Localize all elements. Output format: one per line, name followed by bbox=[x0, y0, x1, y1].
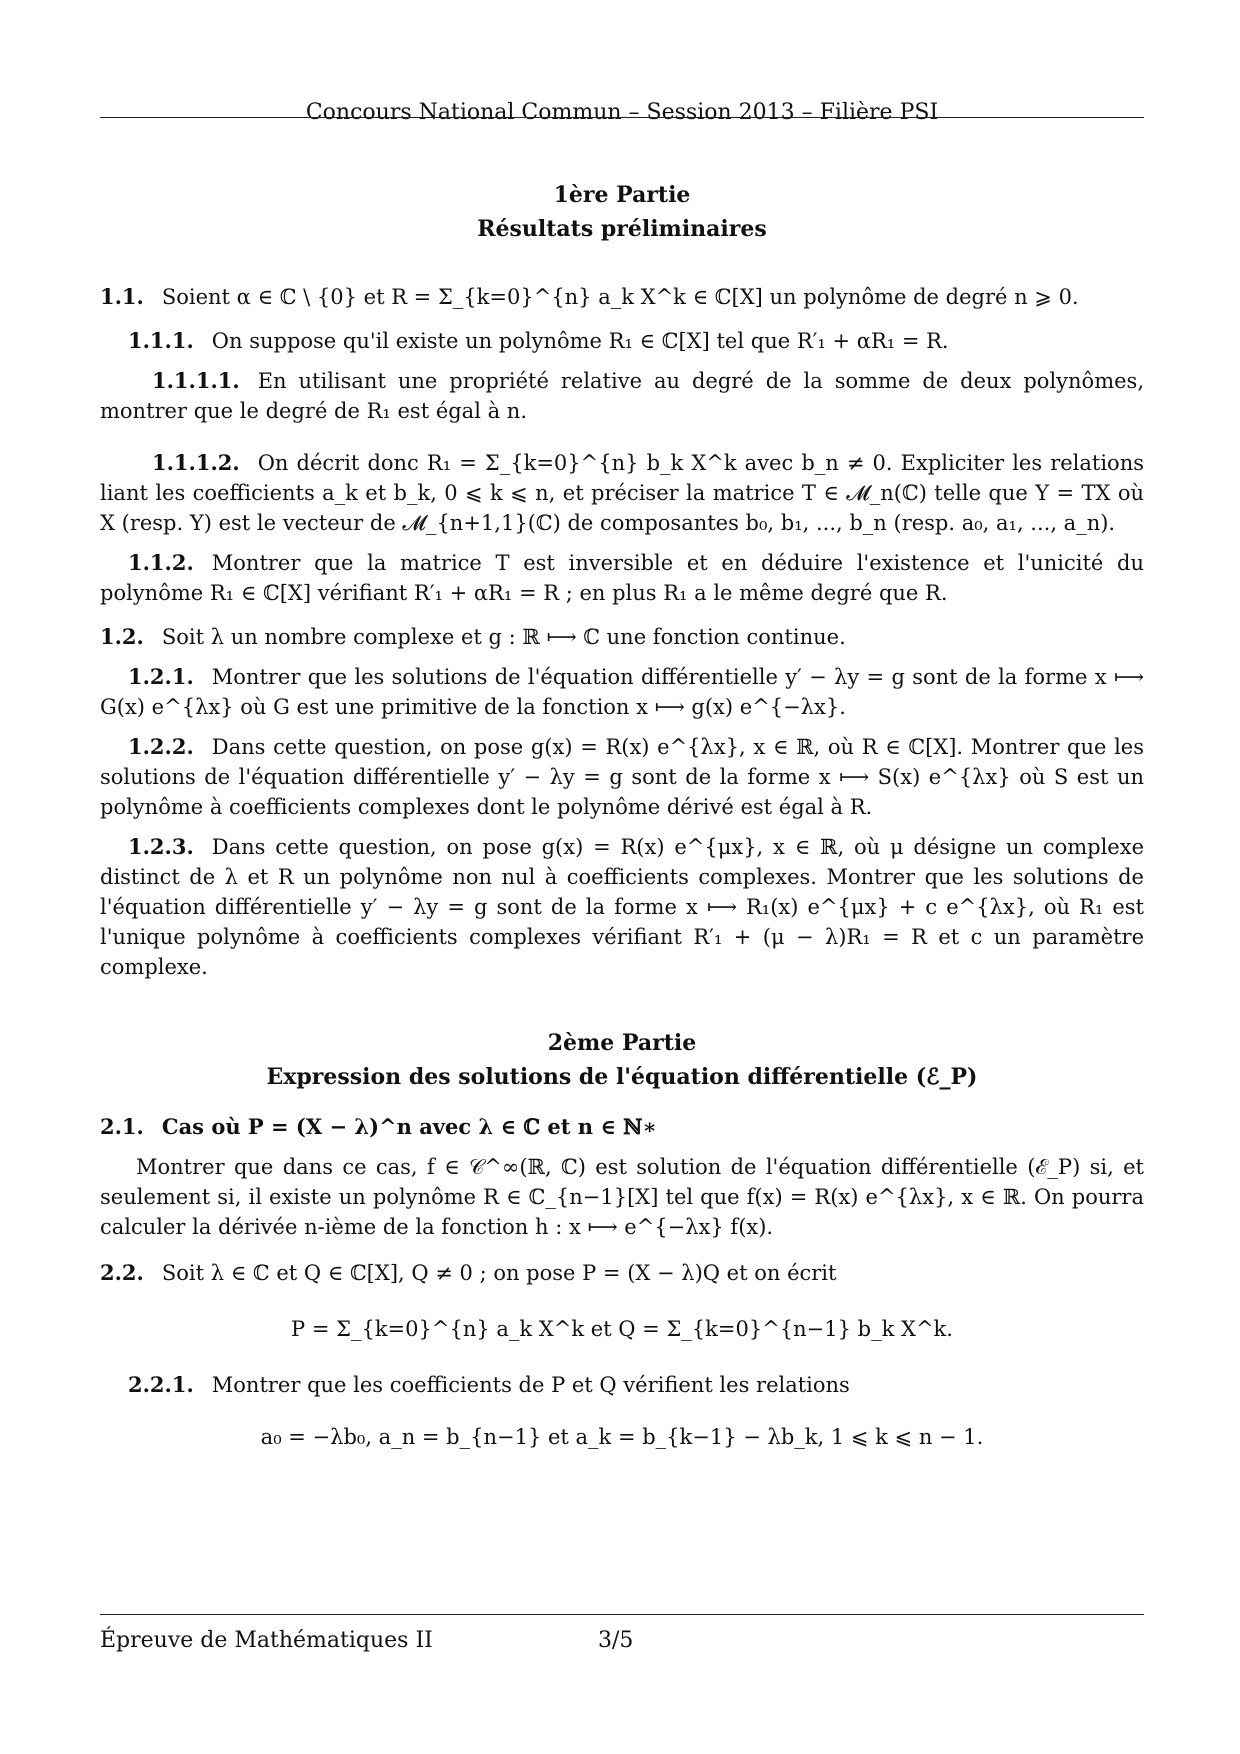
question-number: 1.2.3. bbox=[128, 834, 194, 859]
question-text: Montrer que les coefficients de P et Q vérifient les relations bbox=[211, 1373, 850, 1397]
question-1-2 bbox=[100, 622, 1144, 652]
question-text: Dans cette question, on pose g(x) = R(x) e^{λx}, x ∈ ℝ, où R ∈ ℂ[X]. Montrer que les solutions de l'équation différentielle y′ − λy = g sont de la forme x ⟼ S(x) e^{λx} où S est un polynôme à coefficients complexes dont le polynôme dérivé est égal à R. bbox=[100, 735, 1144, 819]
question-text: Montrer que la matrice T est inversible et en déduire l'existence et l'unicité du polynôme R₁ ∈ ℂ[X] vérifiant R′₁ + αR₁ = R ; en plus R₁ a le même degré que R. bbox=[100, 551, 1144, 605]
question-number: 1.1.1. bbox=[128, 328, 194, 353]
question-number: 1.2. bbox=[100, 624, 144, 649]
question-text: Soit λ un nombre complexe et g : ℝ ⟼ ℂ une fonction continue. bbox=[161, 625, 846, 649]
header-rule bbox=[100, 117, 1144, 118]
part1-label: 1ère Partie bbox=[553, 182, 691, 208]
question-1-1-1-2 bbox=[100, 448, 1144, 538]
question-1-1-1 bbox=[100, 326, 1144, 356]
question-1-2-1 bbox=[100, 662, 1144, 722]
question-2-1 bbox=[100, 1112, 1144, 1142]
question-1-1-2 bbox=[100, 548, 1144, 608]
question-2-1-body: Montrer que dans ce cas, f ∈ 𝒞^∞(ℝ, ℂ) est solution de l'équation différentielle (ℰ_P) si, et seulement si, il existe un polynôme R ∈ ℂ_{n−1}[X] tel que f(x) = R(x) e^{λx}, x ∈ ℝ. On pourra calculer la dérivée n-ième de la fonction h : x ⟼ e^{−λx} f(x). bbox=[100, 1155, 1144, 1239]
question-text: Soit λ ∈ ℂ et Q ∈ ℂ[X], Q ≠ 0 ; on pose P = (X − λ)Q et on écrit bbox=[161, 1261, 837, 1285]
question-number: 1.1.1.2. bbox=[152, 450, 240, 475]
question-number: 1.1.2. bbox=[128, 550, 194, 575]
question-number: 1.1.1.1. bbox=[152, 368, 240, 393]
question-1-2-2 bbox=[100, 732, 1144, 822]
question-1-1-1-1 bbox=[100, 366, 1144, 426]
question-text: Soient α ∈ ℂ \ {0} et R = Σ_{k=0}^{n} a_k X^k ∈ ℂ[X] un polynôme de degré n ⩾ 0. bbox=[161, 285, 1079, 309]
question-2-2 bbox=[100, 1258, 1144, 1288]
question-number: 2.1. bbox=[100, 1114, 144, 1139]
footer-title: Épreuve de Mathématiques II bbox=[100, 1628, 433, 1653]
page-content bbox=[100, 178, 1144, 1466]
question-number: 2.2. bbox=[100, 1260, 144, 1285]
page-header: Concours National Commun – Session 2013 – Filière PSI bbox=[305, 100, 939, 125]
question-text: On décrit donc R₁ = Σ_{k=0}^{n} b_k X^k avec b_n ≠ 0. Expliciter les relations liant les coefficients a_k et b_k, 0 ⩽ k ⩽ n, et préciser la matrice T ∈ 𝓜_n(ℂ) telle que Y = TX où X (resp. Y) est le vecteur de 𝓜_{n+1,1}(ℂ) de composantes b₀, b₁, ..., b_n (resp. a₀, a₁, ..., a_n). bbox=[100, 451, 1144, 535]
page-number: 3/5 bbox=[598, 1628, 634, 1653]
part1-heading: Résultats préliminaires bbox=[477, 216, 767, 242]
equation-p-q: P = Σ_{k=0}^{n} a_k X^k et Q = Σ_{k=0}^{n−1} b_k X^k. bbox=[291, 1317, 953, 1341]
question-1-1 bbox=[100, 282, 1144, 312]
question-number: 1.1. bbox=[100, 284, 144, 309]
question-text: Dans cette question, on pose g(x) = R(x) e^{μx}, x ∈ ℝ, où μ désigne un complexe distinct de λ et R un polynôme non nul à coefficients complexes. Montrer que les solutions de l'équation différentielle y′ − λy = g sont de la forme x ⟼ R₁(x) e^{μx} + c e^{λx}, où R₁ est l'unique polynôme à coefficients complexes vérifiant R′₁ + (μ − λ)R₁ = R et c un paramètre complexe. bbox=[100, 835, 1144, 979]
question-text: On suppose qu'il existe un polynôme R₁ ∈ ℂ[X] tel que R′₁ + αR₁ = R. bbox=[211, 329, 949, 353]
part2-heading: Expression des solutions de l'équation différentielle (ℰ_P) bbox=[266, 1064, 978, 1090]
question-text: En utilisant une propriété relative au degré de la somme de deux polynômes, montrer que le degré de R₁ est égal à n. bbox=[100, 369, 1144, 423]
equation-coefficients: a₀ = −λb₀, a_n = b_{n−1} et a_k = b_{k−1} − λb_k, 1 ⩽ k ⩽ n − 1. bbox=[260, 1425, 984, 1449]
question-2-2-1 bbox=[100, 1370, 1144, 1400]
question-1-2-3 bbox=[100, 832, 1144, 982]
footer-rule bbox=[100, 1614, 1144, 1615]
part2-label: 2ème Partie bbox=[547, 1030, 697, 1056]
question-text: Montrer que les solutions de l'équation différentielle y′ − λy = g sont de la forme x ⟼ G(x) e^{λx} où G est une primitive de la fonction x ⟼ g(x) e^{−λx}. bbox=[100, 665, 1144, 719]
question-number: 2.2.1. bbox=[128, 1372, 194, 1397]
question-title: Cas où P = (X − λ)^n avec λ ∈ ℂ et n ∈ ℕ∗ bbox=[161, 1114, 657, 1139]
question-number: 1.2.2. bbox=[128, 734, 194, 759]
question-number: 1.2.1. bbox=[128, 664, 194, 689]
